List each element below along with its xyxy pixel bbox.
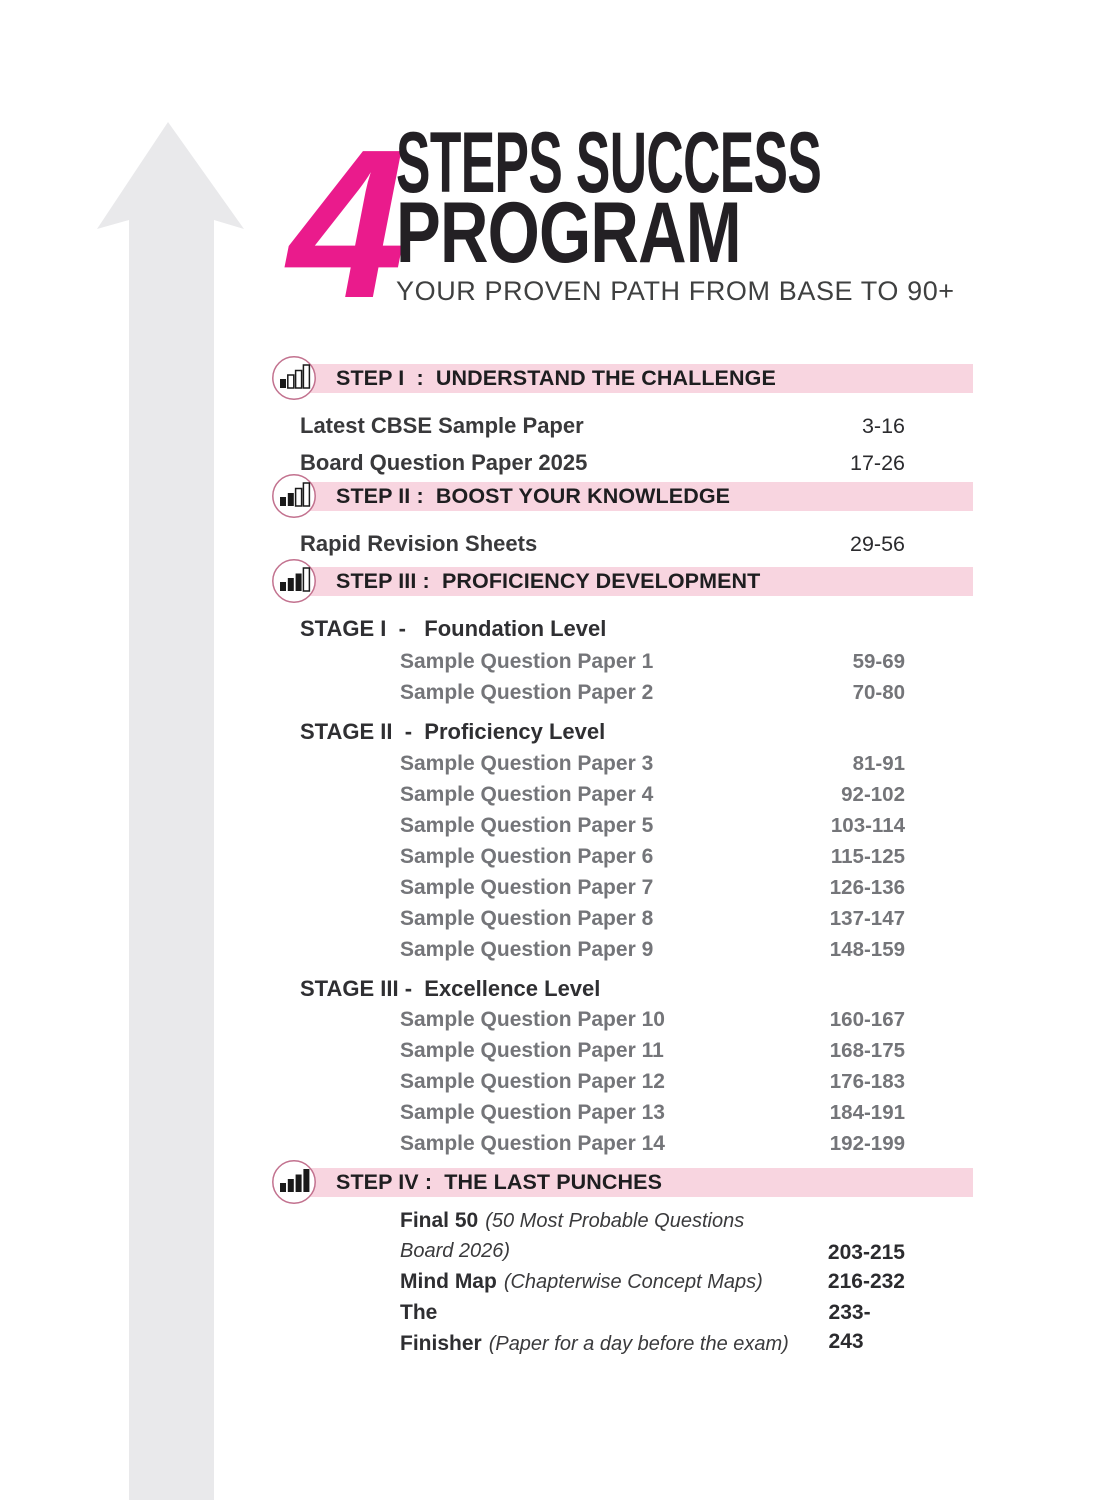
toc-row [283, 814, 973, 838]
toc-item-pages: 148-159 [829, 938, 905, 961]
bar-chart-2-of-4-filled-icon [271, 473, 317, 519]
toc-row [283, 650, 973, 674]
toc-item-pages: 29-56 [850, 532, 905, 556]
toc-row [283, 1206, 973, 1267]
bar-chart-3-of-4-filled-icon [271, 558, 317, 604]
toc-item-label: Sample Question Paper 3 [400, 752, 654, 775]
toc-item-label [400, 1298, 829, 1360]
toc-item-label [400, 1267, 763, 1298]
toc-item-label: Board Question Paper 2025 [300, 450, 588, 475]
toc-item-label: Sample Question Paper 2 [400, 681, 654, 704]
toc-row [283, 1070, 973, 1094]
toc-item-label: Sample Question Paper 5 [400, 814, 654, 837]
step3-banner-label: STEP III : PROFICIENCY DEVELOPMENT [336, 569, 761, 593]
toc-item-label: Sample Question Paper 9 [400, 938, 654, 961]
toc-item-label: Sample Question Paper 10 [400, 1008, 665, 1031]
toc-item-label: Sample Question Paper 8 [400, 907, 654, 930]
toc-row [283, 845, 973, 869]
page-title-line1: STEPS SUCCESS [396, 115, 822, 211]
toc-item-pages: 168-175 [829, 1039, 905, 1062]
step3-banner [283, 567, 973, 596]
toc-item-label: Sample Question Paper 13 [400, 1101, 665, 1124]
step2-banner [283, 482, 973, 511]
step1-banner [283, 364, 973, 393]
toc-item-pages: 233-243 [828, 1301, 871, 1353]
up-arrow-graphic [0, 0, 260, 1500]
toc-item-pages: 192-199 [829, 1132, 905, 1155]
toc-row [283, 532, 973, 556]
toc-item-title: Mind Map [400, 1270, 497, 1293]
bar-chart-1-of-4-filled-icon [271, 355, 317, 401]
table-of-contents [283, 364, 973, 1360]
stage2-heading: STAGE II - Proficiency Level [300, 719, 606, 744]
toc-item-label: Sample Question Paper 12 [400, 1070, 665, 1093]
toc-row [283, 681, 973, 705]
toc-row [283, 907, 973, 931]
toc-item-pages: 115-125 [830, 845, 905, 868]
toc-item-label: Sample Question Paper 11 [400, 1039, 664, 1062]
step2-banner-label: STEP II : BOOST YOUR KNOWLEDGE [336, 484, 731, 508]
toc-item-label: Latest CBSE Sample Paper [300, 413, 584, 438]
toc-item-pages: 17-26 [850, 451, 905, 475]
toc-item-note: (Chapterwise Concept Maps) [503, 1271, 763, 1293]
toc-row [283, 1008, 973, 1032]
page-subtitle: YOUR PROVEN PATH FROM BASE TO 90+ [396, 276, 955, 306]
toc-item-label: Sample Question Paper 7 [400, 876, 654, 899]
toc-row [283, 414, 973, 438]
toc-item-label [400, 1206, 744, 1267]
stage3-heading: STAGE III - Excellence Level [300, 976, 601, 1001]
toc-row [283, 752, 973, 776]
toc-item-pages: 176-183 [829, 1070, 905, 1093]
toc-row [283, 783, 973, 807]
toc-item-pages: 160-167 [829, 1008, 905, 1031]
toc-item-pages: 70-80 [852, 681, 905, 704]
toc-item-pages: 184-191 [829, 1101, 905, 1124]
toc-item-label: Sample Question Paper 1 [400, 650, 654, 673]
toc-item-label: Sample Question Paper 6 [400, 845, 654, 868]
toc-item-title: The Finisher [400, 1301, 482, 1355]
page-title-line2: PROGRAM [396, 185, 741, 281]
toc-item-pages: 203-215 [827, 1241, 905, 1264]
toc-row [283, 938, 973, 962]
toc-row [283, 451, 973, 475]
toc-row [283, 1267, 973, 1298]
toc-item-pages: 137-147 [829, 907, 905, 930]
toc-item-note-line1: (50 Most Probable Questions [485, 1210, 745, 1232]
toc-item-pages: 92-102 [841, 783, 905, 806]
toc-row [283, 1101, 973, 1125]
toc-item-pages: 81-91 [852, 752, 905, 775]
toc-item-note: (Paper for a day before the exam) [488, 1333, 789, 1355]
toc-item-pages: 3-16 [861, 414, 905, 438]
toc-item-label: Sample Question Paper 4 [400, 783, 654, 806]
step4-banner-label: STEP IV : THE LAST PUNCHES [336, 1170, 663, 1194]
step4-banner [283, 1168, 973, 1197]
toc-item-title: Final 50 [400, 1209, 479, 1232]
step1-banner-label: STEP I : UNDERSTAND THE CHALLENGE [336, 366, 776, 390]
toc-row [283, 1298, 973, 1360]
toc-row [283, 1132, 973, 1156]
toc-item-pages: 103-114 [830, 814, 905, 837]
toc-item-pages: 59-69 [852, 650, 905, 673]
toc-item-pages: 126-136 [829, 876, 905, 899]
toc-row [283, 1039, 973, 1063]
toc-item-label: Sample Question Paper 14 [400, 1132, 665, 1155]
big-number-4: 4 [288, 105, 400, 342]
title-block [396, 115, 996, 307]
toc-item-note-line2: Board 2026) [400, 1240, 511, 1262]
toc-row [283, 876, 973, 900]
toc-item-pages: 216-232 [827, 1270, 905, 1293]
toc-item-label: Rapid Revision Sheets [300, 531, 538, 556]
bar-chart-4-of-4-filled-icon [271, 1159, 317, 1205]
stage1-heading: STAGE I - Foundation Level [300, 616, 607, 641]
